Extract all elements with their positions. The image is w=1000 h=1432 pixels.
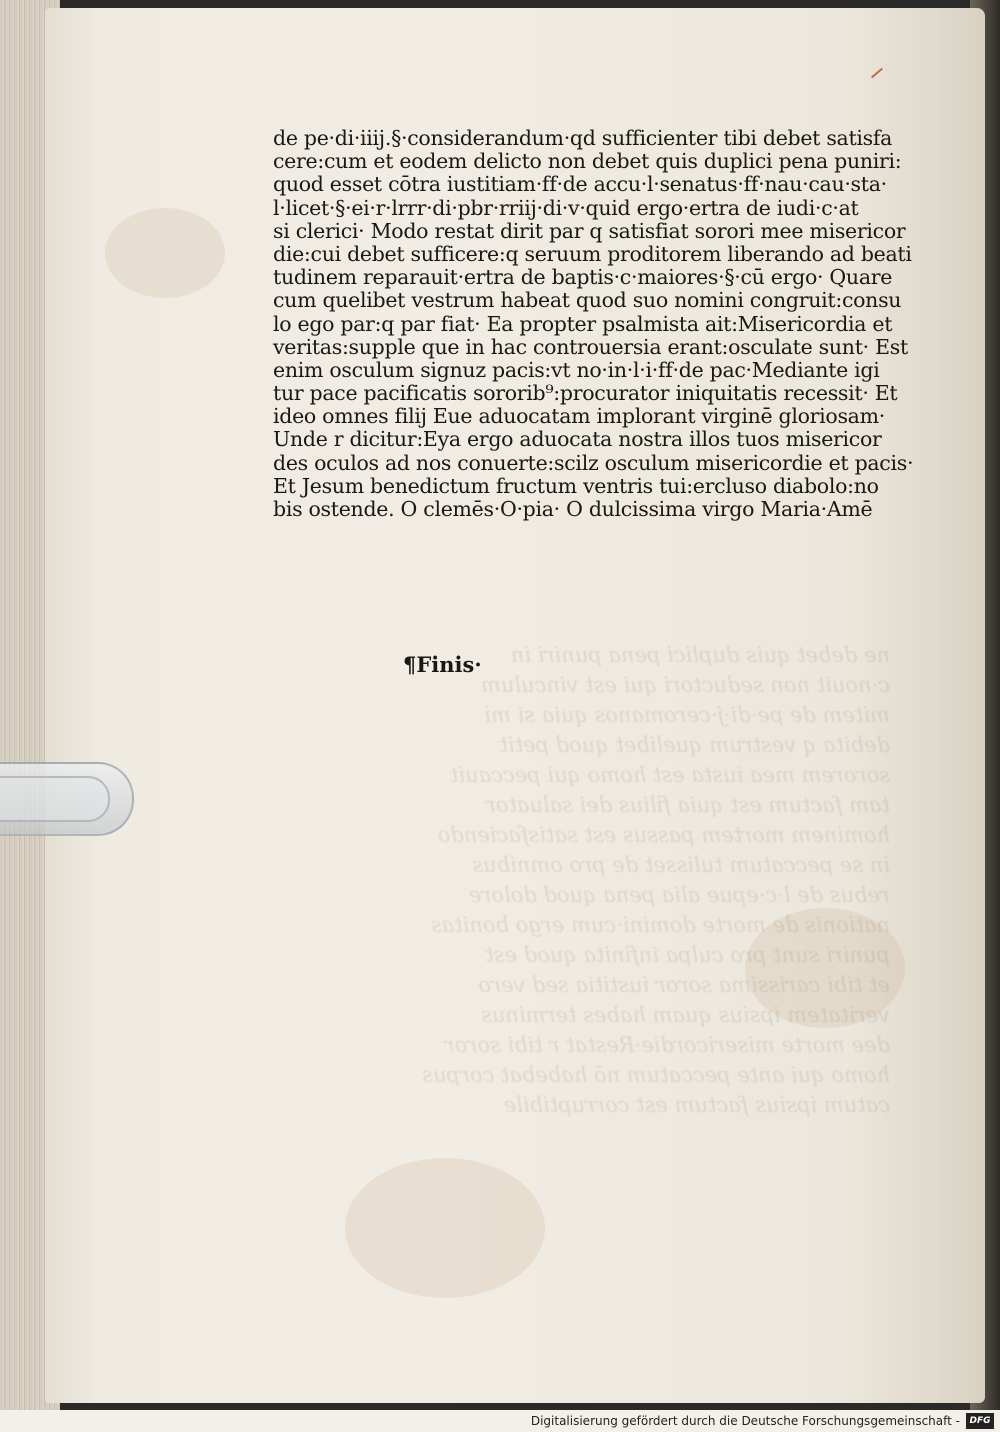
pencil-marks: [4, 462, 34, 612]
foxing-stain: [345, 1158, 545, 1298]
text-line: veritas:supple que in hac controuersia erant:osculate sunt· Est: [273, 334, 908, 359]
text-line: si clerici· Modo restat dirit par q satisfiat sorori mee misericor: [273, 218, 906, 243]
footer-bar: [0, 1410, 1000, 1432]
funding-credit: Digitalisierung gefördert durch die Deutsche Forschungsgemeinschaft -: [530, 1414, 960, 1428]
blackletter-text-block: [273, 126, 914, 521]
finis-colophon: ¶Finis·: [403, 652, 482, 677]
foxing-stain: [105, 208, 225, 298]
text-line: cum quelibet vestrum habeat quod suo nomini congruit:consu: [273, 288, 902, 313]
text-line: des oculos ad nos conuerte:scilz osculum misericordie et pacis·: [273, 450, 914, 475]
page-clip: [0, 762, 134, 836]
text-line: quod esset cōtra iustitiam·ff·de accu·l·senatus·ff·nau·cau·sta·: [273, 172, 887, 197]
show-through-text: ne debet quis duplici pena puniri in c·nouit non seductori qui est vinculum mitem de pe·di·j·ceromanos quia si mi debita q vestrum quelibet quod petit sororem mea iusta est homo qui peccauit tam factum est quia filius dei saluator hominem mortem passus est satisfaciendo in se peccatum tulisset de pro omnibus rebus de l·c·epue alia pena quod dolore nationis de morte domini·cum ergo bonitas puniri sunt pro culpa infinita quod est et tibi carissima soror iustitia sed vero veritatem ipsius quam habes terminus dee morte misericordie·Restat r tibi soror homo qui ante peccatum nō habebat corpus catum ipsius factum est corruptibile: [422, 643, 890, 1117]
text-line: tur pace pacificatis sororib⁹:procurator iniquitatis recessit· Et: [273, 381, 898, 406]
text-line: Unde r dicitur:Eya ergo aduocata nostra illos tuos misericor: [273, 427, 882, 452]
text-line: tudinem reparauit·ertra de baptis·c·maiores·§·cū ergo· Quare: [273, 265, 893, 290]
text-line: de pe·di·iiij.§·considerandum·qd sufficienter tibi debet satisfa: [273, 126, 893, 150]
dfg-logo: DFG: [966, 1413, 994, 1429]
text-line: ideo omnes filij Eue aduocatam implorant virginē gloriosam·: [273, 404, 885, 429]
text-line: die:cui debet sufficere:q seruum proditorem liberando ad beati: [273, 241, 912, 266]
text-line: enim osculum signuz pacis:vt no·in·l·i·ff·de pac·Mediante igi: [273, 357, 880, 382]
text-line: Et Jesum benedictum fructum ventris tui:ercluso diabolo:no: [273, 473, 879, 498]
text-line: bis ostende. O clemēs·O·pia· O dulcissima virgo Maria·Amē: [273, 497, 873, 521]
text-line: lo ego par:q par fiat· Ea propter psalmista ait:Misericordia et: [273, 311, 893, 336]
text-line: l·licet·§·ei·r·lrrr·di·pbr·rriij·di·v·quid ergo·ertra de iudi·c·at: [273, 195, 859, 220]
page-clip-inner: [0, 776, 110, 822]
text-line: cere:cum et eodem delicto non debet quis duplici pena puniri:: [273, 149, 902, 174]
